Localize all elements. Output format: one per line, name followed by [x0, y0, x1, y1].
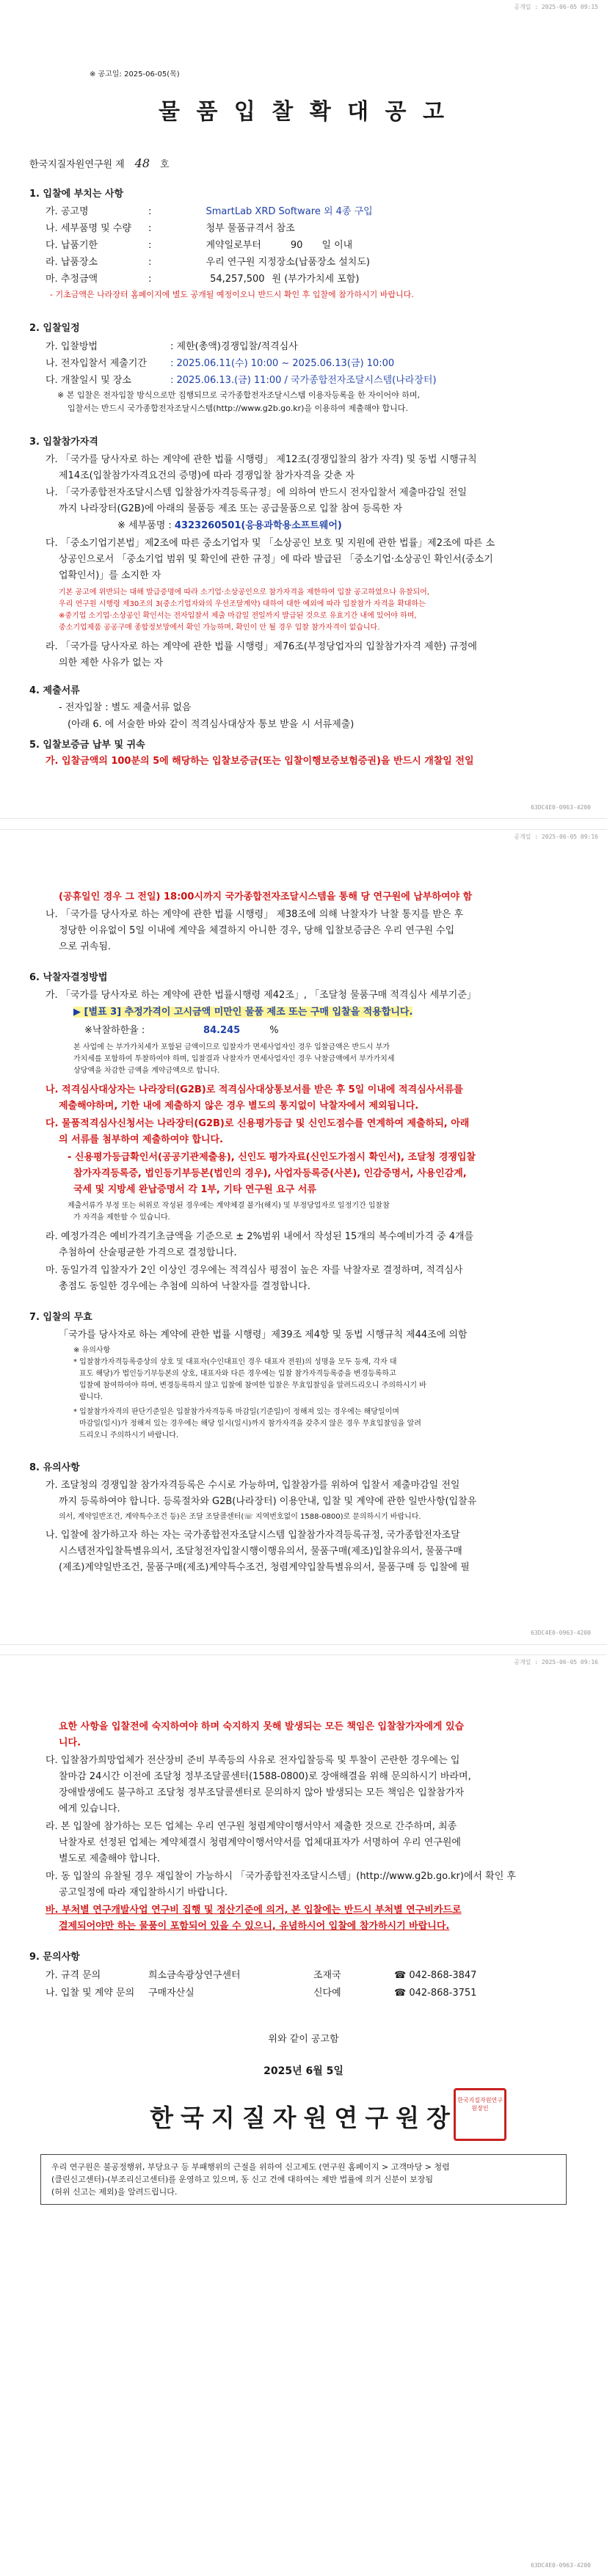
sme-notice-3: ※중기업 소기업·소상공인 확인서는 전자입찰서 제출 마감일 전일까지 발급된 것으로 유효기간 내에 있어야 하며,: [59, 612, 417, 620]
document-page-3: [0, 1654, 607, 2576]
notice-date: ※ 공고일: 2025-06-05(목): [90, 70, 180, 79]
award-e-line-1: 마. 동일가격 입찰자가 2인 이상인 경우에는 적격심사 평점이 높은 자를 낙찰자로 결정하며, 적격심사: [46, 1265, 463, 1276]
qualification-d-line-2: 의한 제한 사유가 없는 자: [59, 657, 164, 668]
caution-d-line-2: 낙찰자로 선정된 업체는 계약체결시 청렴계약이행서약서를 업체대표자가 서명하여 우리 연구원에: [59, 1837, 461, 1848]
caution-a-line-3: 의서, 계약일반조건, 계약특수조건 등)은 조달 조달콜센터(☏ 지역번호없이 1588-0800)로 문의하시기 바랍니다.: [59, 1513, 421, 1521]
caution-d-line-1: 라. 본 입찰에 참가하는 모든 업체는 우리 연구원 청렴계약이행서약서 제출한 것으로 간주하며, 최종: [46, 1821, 457, 1832]
award-c-line-2: 의 서류를 첨부하여 제출하여야 합니다.: [59, 1134, 223, 1145]
notice-issue-date: 2025년 6월 5일: [263, 2065, 344, 2077]
vat-note-3: 상당액을 차감한 금액을 계약금액으로 합니다.: [73, 1067, 220, 1075]
qualification-c-line-1: 다. 「중소기업기본법」제2조에 따른 중소기업자 및 「소상공인 보호 및 지원에 관한 법률」제2조에 따른 소: [46, 538, 495, 549]
caution-b-line-2: 시스템전자입찰특별유의서, 조달청전자입찰시행이행유의서, 물품구매(제조)입찰유의서, 물품구매: [59, 1546, 462, 1557]
caution-c-line-3: 장애발생에도 불구하고 조달청 정부조달콜센터로 문의하지 않아 발생되는 모든 책임은 입찰참가자: [59, 1787, 465, 1798]
documents-note: (아래 6. 에 서술한 바와 같이 적격심사대상자 통보 받을 시 서류제출): [68, 719, 355, 730]
item-location: 라. 납품장소 : 우리 연구원 지정장소(납품장소 설치도): [46, 257, 370, 268]
org-name: 한국지질자원연구원 제: [29, 159, 125, 170]
integrity-notice-line-1: 우리 연구원은 불공정행위, 부당요구 등 부패행위의 근절을 위하여 신고제도 (연구원 홈페이지 > 고객마당 > 청렴: [51, 2162, 450, 2172]
deposit-b-line-3: 으로 귀속됨.: [59, 941, 112, 952]
document-page-2: [0, 829, 607, 1645]
caution-b-line-3: (제조)계약일반조건, 물품구매(제조)계약특수조건, 청렴계약입찰특별유의서, 물품구매 등 입찰에 필: [59, 1562, 470, 1573]
print-stamp: 공개일 : 2025-06-05 09:16: [514, 1659, 598, 1665]
page-footer-code: 63DC4E0-0963-4200: [531, 1630, 591, 1636]
section-4-heading: 4. 제출서류: [29, 685, 80, 696]
invalid-note-6: 마감일(일시)가 정해져 있는 경우에는 해당 일시(일시)까지 참가자격을 갖추지 않은 경우 무효입찰임을 알려: [79, 1420, 421, 1428]
invalid-line-1: 「국가를 당사자로 하는 계약에 관한 법률 시행령」제39조 제4항 및 동법 시행규칙 제44조에 의함: [59, 1329, 468, 1340]
official-seal: [454, 2088, 506, 2141]
vat-note-1: 본 사업에 는 부가가치세가 포함된 금액이므로 입찰자가 면세사업자인 경우 입찰금액은 반드시 부가: [73, 1043, 390, 1051]
caution-c-line-4: 에게 있습니다.: [59, 1803, 120, 1814]
award-d-line-1: 라. 예정가격은 예비가격기초금액을 기준으로 ± 2%범위 내에서 작성된 15개의 복수예비가격 중 4개를: [46, 1231, 474, 1242]
item-deadline: 다. 납품기한 : 계약일로부터 90 일 이내: [46, 240, 353, 251]
qualification-a-line-2: 제14조(입찰참가자격요건의 증명)에 따라 경쟁입찰 참가자격을 갖춘 자: [59, 470, 355, 481]
item-estimate: 마. 추정금액 : 54,257,500 원 (부가가치세 포함): [46, 274, 360, 285]
item-notice-name: 가. 공고명 : SmartLab XRD Software 외 4종 구입: [46, 206, 373, 217]
sme-notice-4: 중소기업제품 공공구매 종합정보망에서 확인 가능하며, 확인이 안 될 경우 입찰 참가자격이 없습니다.: [59, 624, 380, 632]
contact-bid: 나. 입찰 및 계약 문의 구매자산실 신다예 ☎ 042-868-3751: [46, 1988, 477, 1999]
deposit-b-line-1: 나. 「국가를 당사자로 하는 계약에 관한 법률 시행령」 제38조에 의해 낙찰자가 낙찰 통지를 받은 후: [46, 909, 464, 920]
seal-text: 한국지질자원연구원장인: [457, 2097, 503, 2112]
deposit-line-1: 가. 입찰금액의 100분의 5에 해당하는 입찰보증금(또는 입찰이행보증보험증권)을 반드시 개찰일 전일: [46, 756, 474, 767]
print-stamp: 공개일 : 2025-06-05 09:15: [514, 4, 598, 10]
section-8-heading: 8. 유의사항: [29, 1462, 80, 1473]
award-c-docs-1: - 신용평가등급확인서(공공기관제출용), 신인도 평가자료(신인도가점시 확인서), 조달청 경쟁입찰: [68, 1152, 476, 1163]
section-9-heading: 9. 문의사항: [29, 1952, 80, 1963]
false-docs-note-2: 가 자격을 제한할 수 있습니다.: [73, 1214, 170, 1222]
detail-item-code: ※ 세부품명 : 4323260501(응용과학용소프트웨어): [117, 520, 342, 531]
page-title: 물 품 입 찰 확 대 공 고: [159, 99, 448, 125]
caution-c-line-2: 찰마감 24시간 이전에 조달청 정부조달콜센터(1588-0800)로 장애해결을 위해 문의하시기 바라며,: [59, 1771, 471, 1782]
section-5-heading: 5. 입찰보증금 납부 및 귀속: [29, 740, 145, 751]
contact-spec: 가. 규격 문의 희소금속광상연구센터 조재국 ☎ 042-868-3847: [46, 1970, 477, 1981]
invalid-note-7: 드리오니 주의하시기 바랍니다.: [79, 1431, 179, 1440]
page-footer-code: 63DC4E0-0963-4200: [531, 804, 591, 811]
caution-a-line-1: 가. 조달청의 경쟁입찰 참가자격등록은 수시로 가능하며, 입찰참가를 위하여 입찰서 제출마감일 전일: [46, 1480, 460, 1491]
notice-number: 48: [134, 156, 150, 170]
caution-a-line-2: 까지 등록하여야 합니다. 등록절차와 G2B(나라장터) 이용안내, 입찰 및 계약에 관한 일반사항(입찰유: [59, 1496, 477, 1507]
print-stamp: 공개일 : 2025-06-05 09:16: [514, 833, 598, 840]
award-c-line-1: 다. 물품적격심사신청서는 나라장터(G2B)로 신용평가등급 및 신인도점수를 연계하여 제출하되, 아래: [46, 1118, 470, 1129]
e-bid-note-2: 입찰서는 반드시 국가종합전자조달시스템(http://www.g2b.go.kr)을 이용하여 제출해야 합니다.: [68, 404, 408, 413]
notice-number-line: [29, 156, 170, 170]
section-6-heading: 6. 낙찰자결정방법: [29, 972, 108, 983]
award-a-line-1: 가. 「국가를 당사자로 하는 계약에 관한 법률시행령 제42조」, 「조달청 물품구매 적격심사 세부기준」: [46, 990, 476, 1001]
section-7-heading: 7. 입찰의 무효: [29, 1312, 92, 1323]
document-page-1: [0, 0, 607, 819]
page-footer-code: 63DC4E0-0963-4200: [531, 2562, 591, 2569]
caution-e-line-1: 마. 동 입찰의 유찰될 경우 재입찰이 가능하시 「국가종합전자조달시스템」(http://www.g2b.go.kr)에서 확인 후: [46, 1871, 516, 1882]
integrity-notice-box: [40, 2154, 567, 2205]
base-price-notice: - 기초금액은 나라장터 홈페이지에 별도 공개될 예정이오니 반드시 확인 후 입찰에 참가하시기 바랍니다.: [50, 290, 414, 299]
caution-b-line-5: 니다.: [59, 1737, 81, 1748]
section-3-heading: 3. 입찰참가자격: [29, 437, 98, 448]
lower-limit-rate: ※낙찰하한율 : 84.245 %: [84, 1025, 279, 1036]
qualification-d-line-1: 라. 「국가를 당사자로 하는 계약에 관한 법률 시행령」제76조(부정당업자의 입찰참가자격 제한) 규정에: [46, 641, 477, 652]
closing-text: 위와 같이 공고함: [268, 2034, 339, 2045]
award-b-line-1: 나. 적격심사대상자는 나라장터(G2B)로 적격심사대상통보서를 받은 후 5일 이내에 적격심사서류를: [46, 1084, 463, 1095]
opening-date: 다. 개찰일시 및 장소 : 2025.06.13.(금) 11:00 / 국가종합전자조달시스템(나라장터): [46, 375, 437, 386]
caution-b-line-4: 요한 사항을 입찰전에 숙지하여야 하며 숙지하지 못해 발생되는 모든 책임은 입찰참가자에게 있습: [59, 1721, 465, 1732]
award-c-docs-3: 국세 및 지방세 완납증명서 각 1부, 기타 연구원 요구 서류: [73, 1184, 316, 1195]
section-2-heading: 2. 입찰일정: [29, 323, 80, 334]
award-b-line-2: 제출해야하며, 기한 내에 제출하지 않은 경우 별도의 통지없이 낙찰자에서 제외됩니다.: [59, 1101, 419, 1112]
caution-c-line-1: 다. 입찰참가희망업체가 전산장비 준비 부족등의 사유로 전자입찰등록 및 투찰이 곤란한 경우에는 입: [46, 1755, 460, 1766]
award-d-line-2: 추첨하여 산술평균한 가격으로 결정합니다.: [59, 1247, 237, 1258]
qualification-b-line-2: 까지 나라장터(G2B)에 아래의 물품등 제조 또는 공급물품으로 입찰 참여 등록한 자: [59, 503, 403, 514]
invalid-note-2: 표도 해당)가 법인등기부등본의 상호, 대표자와 다른 경우에는 입찰 참가자격등록증을 변경등록하고: [79, 1370, 396, 1378]
invalid-note-5: * 입찰참가자격의 판단기준일은 입찰참가자격등록 마감일(기준일)이 정해져 있는 경우에는 해당일이며: [73, 1408, 399, 1416]
deposit-line-2: (공휴일인 경우 그 전일) 18:00시까지 국가종합전자조달시스템을 통해 당 연구원에 납부하여야 함: [59, 891, 473, 902]
notice-suffix: 호: [160, 159, 170, 170]
qualification-c-line-3: 업확인서)」를 소지한 자: [59, 570, 161, 581]
item-quantity: 나. 세부품명 및 수량 : 청부 물품규격서 참조: [46, 223, 295, 234]
caution-b-line-1: 나. 입찰에 참가하고자 하는 자는 국가종합전자조달시스템 입찰참가자격등록규정, 국가종합전자조달: [46, 1530, 460, 1541]
sme-notice-2: 우리 연구원 시행령 제30조의 3(중소기업자와의 우선조달계약) 대하여 대한 예외에 따라 입찰참가 자격을 확대하는: [59, 600, 426, 608]
award-a-highlight: ▶ [별표 3] 추정가격이 고시금액 미만인 물품 제조 또는 구매 입찰을 적용합니다.: [73, 1007, 413, 1018]
sme-notice-1: 기본 공고에 위반되는 대해 발급증명에 따라 소기업·소상공인으로 참가자격을 제한하여 입찰 공고하였으나 유찰되어,: [59, 588, 430, 596]
caution-f-line-2: 결제되어야만 하는 물품이 포함되어 있을 수 있으니, 유념하시어 입찰에 참가하시기 바랍니다.: [59, 1921, 450, 1932]
award-c-docs-2: 참가자격등록증, 법인등기부등본(법인의 경우), 사업자등록증(사본), 인감증명서, 사용인감계,: [73, 1168, 467, 1179]
false-docs-note-1: 제출서류가 부정 또는 허위로 작성된 경우에는 계약체결 불가(해지) 및 부정당업자로 일정기간 입찰참: [68, 1202, 390, 1210]
qualification-b-line-1: 나. 「국가종합전자조달시스템 입찰참가자격등록규정」에 의하여 반드시 전자입찰서 제출마감일 전일: [46, 487, 467, 498]
invalid-note-heading: ※ 유의사항: [73, 1346, 111, 1354]
vat-note-2: 가치세를 포함하여 투찰하여야 하며, 입찰결과 낙찰자가 면세사업자인 경우 낙찰금액에서 부가가치세: [73, 1055, 395, 1063]
qualification-a-line-1: 가. 「국가를 당사자로 하는 계약에 관한 법률 시행령」 제12조(경쟁입찰의 참가 자격) 및 동법 시행규칙: [46, 454, 477, 465]
bid-method: 가. 입찰방법 : 제한(총액)경쟁입찰/적격심사: [46, 341, 298, 352]
issuer-signature: 한국지질자원연구원장: [150, 2104, 457, 2132]
invalid-note-3: 입찰에 참여하여야 하며, 변경등록하지 않고 입찰에 참여한 입찰은 무효입찰임을 알려드리오니 주의하시기 바: [79, 1382, 426, 1390]
caution-d-line-3: 별도로 제출해야 합니다.: [59, 1853, 160, 1864]
invalid-note-4: 랍니다.: [79, 1393, 103, 1401]
award-e-line-2: 총점도 동일한 경우에는 추첨에 의하여 낙찰자를 결정합니다.: [59, 1281, 310, 1292]
documents-e-bid: - 전자입찰 : 별도 제출서류 없음: [59, 702, 192, 713]
bid-period: 나. 전자입찰서 제출기간 : 2025.06.11(수) 10:00 ~ 2025.06.13(금) 10:00: [46, 358, 395, 369]
caution-e-line-2: 공고일정에 따라 재입찰하시기 바랍니다.: [59, 1887, 228, 1898]
deposit-b-line-2: 정당한 이유없이 5일 이내에 계약을 체결하지 아니한 경우, 당해 입찰보증금은 우리 연구원 수입: [59, 925, 455, 936]
e-bid-note-1: ※ 본 입찰은 전자입찰 방식으로만 집행되므로 국가종합전자조달시스템 이용자등록을 한 자이어야 하며,: [57, 390, 420, 400]
section-1-heading: 1. 입찰에 부치는 사항: [29, 189, 124, 200]
invalid-note-1: * 입찰참가자격등록증상의 상호 및 대표자(수인대표인 경우 대표자 전원)의 성명을 모두 등재, 각자 대: [73, 1358, 397, 1366]
caution-f-line-1: 바. 부처별 연구개발사업 연구비 집행 및 정산기준에 의거, 본 입찰에는 반드시 부처별 연구비카드로: [46, 1905, 462, 1916]
integrity-notice-line-2: (클린신고센터)-(부조리신고센터)를 운영하고 있으며, 동 신고 건에 대하여는 제반 법률에 의거 신분이 보장됨: [51, 2175, 434, 2184]
qualification-c-line-2: 상공인으로서 「중소기업 범위 및 확인에 관한 규정」에 따라 발급된 「중소기업·소상공인 확인서(중소기: [59, 554, 493, 565]
integrity-notice-line-3: (허위 신고는 제외)을 알려드립니다.: [51, 2187, 178, 2197]
